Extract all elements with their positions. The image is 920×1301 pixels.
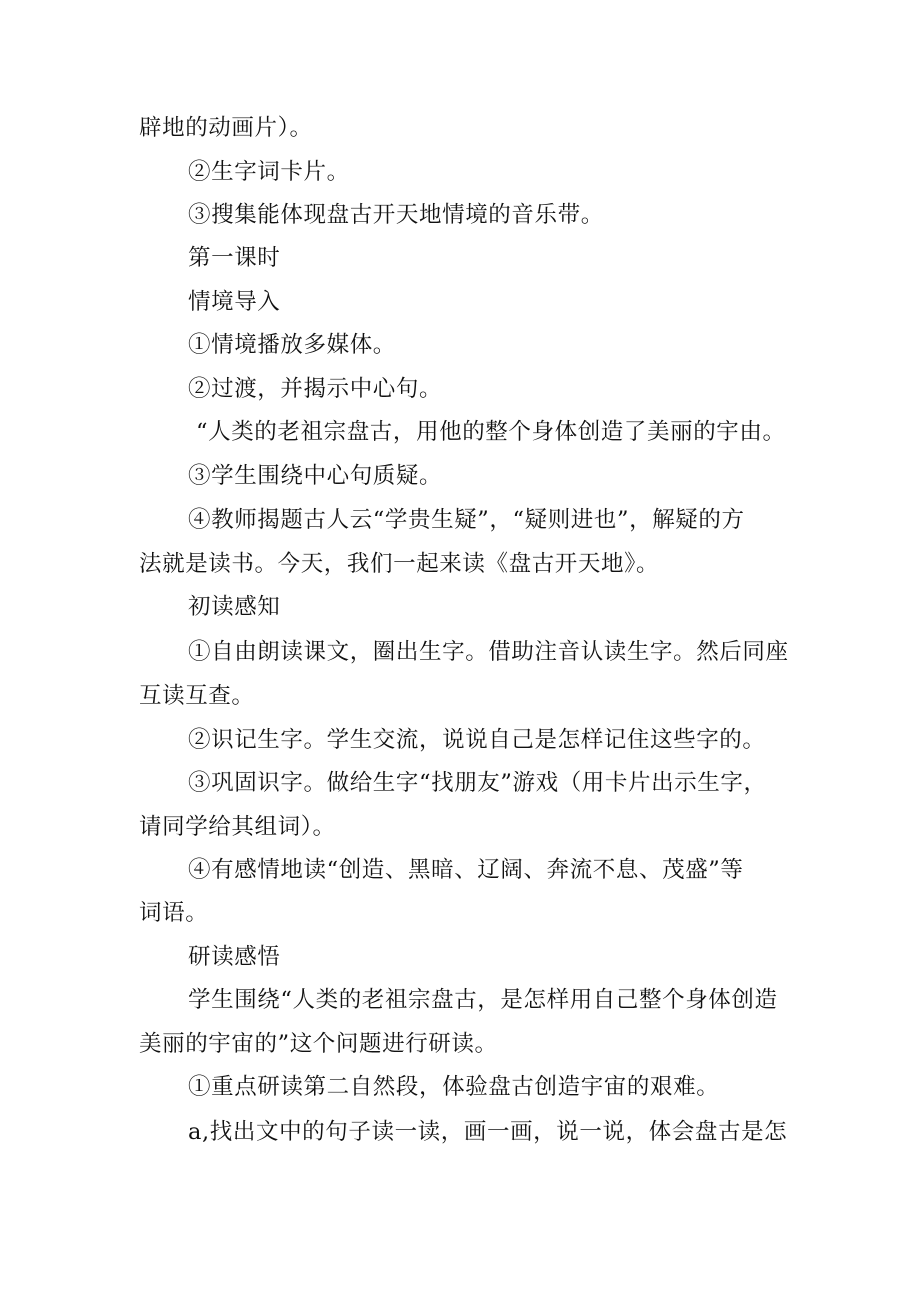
text-line-18: ④有感情地读“创造、黑暗、辽阔、奔流不息、茂盛”等 [188, 857, 744, 883]
text-line-13: ①自由朗读课文，圈出生字。借助注音认读生字。然后同座 [188, 639, 789, 665]
text-line-17: 请同学给其组词）。 [139, 814, 336, 840]
text-line-10: ④教师揭题古人云“学贵生疑”，“疑则进也”，解疑的方 [188, 507, 745, 533]
text-line-1: 辟地的动画片）。 [139, 115, 313, 141]
text-line-22: 美丽的宇宙的”这个问题进行研读。 [139, 1031, 498, 1057]
text-line-23: ①重点研读第二自然段，体验盘古创造宇宙的艰难。 [188, 1074, 720, 1100]
text-line-21: 学生围绕“人类的老祖宗盘古，是怎样用自己整个身体创造 [188, 987, 778, 1013]
text-line-9: ③学生围绕中心句质疑。 [188, 463, 443, 489]
text-line-11: 法就是读书。今天，我们一起来读《盘古开天地》。 [139, 551, 660, 577]
section-heading-study: 研读感悟 [188, 944, 281, 970]
text-line-24: a,找出文中的句子读一读，画一画，说一说，体会盘古是怎 [188, 1119, 788, 1145]
text-line-16: ③巩固识字。做给生字“找朋友”游戏（用卡片出示生字， [188, 770, 767, 796]
text-line-19: 词语。 [139, 900, 209, 926]
text-line-14: 互读互查。 [139, 683, 255, 709]
text-line-7: ②过渡，并揭示中心句。 [188, 376, 443, 402]
section-heading-first-lesson: 第一课时 [188, 245, 281, 271]
section-heading-first-reading: 初读感知 [188, 594, 281, 620]
text-line-8: “人类的老祖宗盘古，用他的整个身体创造了美丽的宇由。 [196, 419, 786, 445]
text-line-2: ②生字词卡片。 [188, 159, 350, 185]
text-line-15: ②识记生字。学生交流，说说自己是怎样记住这些字的。 [188, 727, 766, 753]
section-heading-intro: 情境导入 [188, 289, 281, 315]
text-line-6: ①情境播放多媒体。 [188, 332, 396, 358]
text-line-3: ③搜集能体现盘古开天地情境的音乐带。 [188, 202, 604, 228]
